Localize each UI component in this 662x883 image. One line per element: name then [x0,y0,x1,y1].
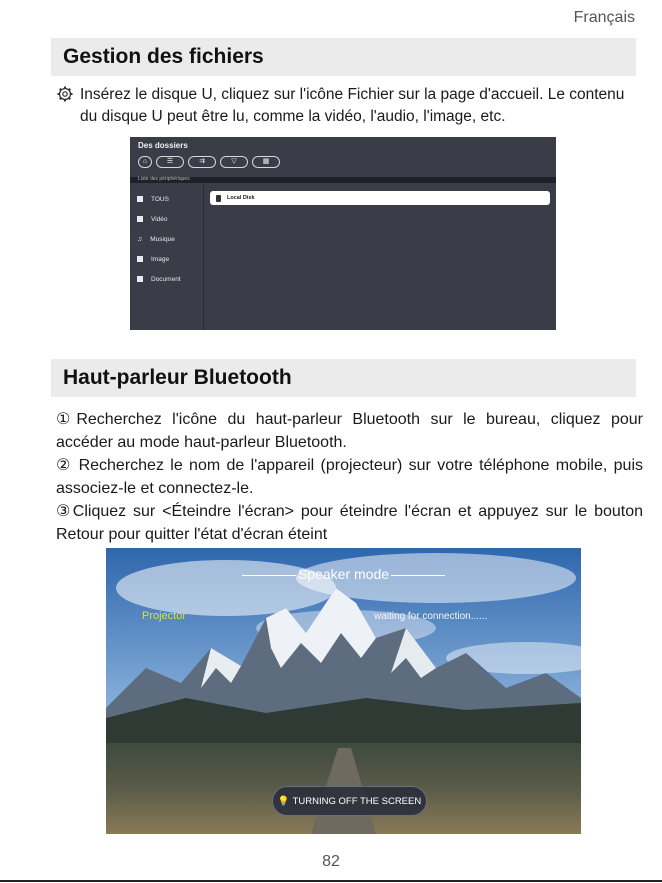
file-management-text: Insérez le disque U, cliquez sur l'icône Fichier sur la page d'accueil. Le contenu du disque U peut être lu, comme la vidéo, l'audio, l'image, etc. [80,86,625,125]
sidebar-item-label: Document [151,275,181,283]
file-manager-screenshot [130,137,556,330]
sidebar-item-image[interactable] [137,253,169,265]
grid-view-icon[interactable]: ▦ [252,156,280,168]
list-view-icon[interactable]: ☰ [156,156,184,168]
bluetooth-steps [56,408,643,546]
file-manager-toolbar [138,156,280,168]
music-icon: ♫ [137,235,143,243]
speaker-mode-screenshot [106,548,581,834]
speaker-mode-title [106,566,581,582]
local-disk-label: Local Disk [227,195,255,201]
video-icon [137,216,143,222]
sidebar-item-all[interactable] [137,193,169,205]
device-name: Projector [142,610,187,622]
sidebar-item-music[interactable] [137,233,175,245]
device-list-label: Liste des périphériques [138,176,190,182]
sidebar-item-label: Image [151,255,170,263]
turn-off-screen-button[interactable] [272,786,427,816]
speaker-mode-label: Speaker mode [297,566,390,582]
lightbulb-icon: 💡 [277,796,290,807]
turn-off-screen-label: TURNING OFF THE SCREEN [292,796,422,807]
sidebar-item-document[interactable] [137,273,181,285]
sort-icon[interactable]: ⇉ [188,156,216,168]
file-manager-title: Des dossiers [138,141,188,150]
step-2: ② Recherchez le nom de l'appareil (projecteur) sur votre téléphone mobile, puis associez-le et connectez-le. [56,457,643,497]
document-icon [137,276,143,282]
step-1: ①Recherchez l'icône du haut-parleur Bluetooth sur le bureau, cliquez pour accéder au mode haut-parleur Bluetooth. [56,411,643,451]
sd-card-icon [216,195,221,202]
filter-icon[interactable]: ▽ [220,156,248,168]
footer-divider [0,880,662,882]
section-title-bluetooth-speaker: Haut-parleur Bluetooth [51,359,636,397]
sidebar-item-label: Musique [150,235,175,243]
file-management-paragraph [57,84,637,128]
local-disk-item[interactable] [210,191,550,205]
connection-status: waiting for connection...... [374,611,488,622]
file-manager-sidebar [130,183,204,330]
sidebar-item-video[interactable] [137,213,168,225]
language-label: Français [573,9,635,26]
title-divider [242,575,296,576]
sidebar-item-label: TOUS [151,195,169,203]
grid-icon [137,196,143,202]
sidebar-item-label: Vidéo [151,215,168,223]
home-icon[interactable]: ⌂ [138,156,152,168]
page-number: 82 [322,853,340,870]
gear-icon [57,86,73,102]
title-divider [391,575,445,576]
image-icon [137,256,143,262]
section-title-file-management: Gestion des fichiers [51,38,636,76]
step-3: ③Cliquez sur <Éteindre l'écran> pour éteindre l'écran et appuyez sur le bouton Retour pour quitter l'état d'écran éteint [56,503,643,543]
